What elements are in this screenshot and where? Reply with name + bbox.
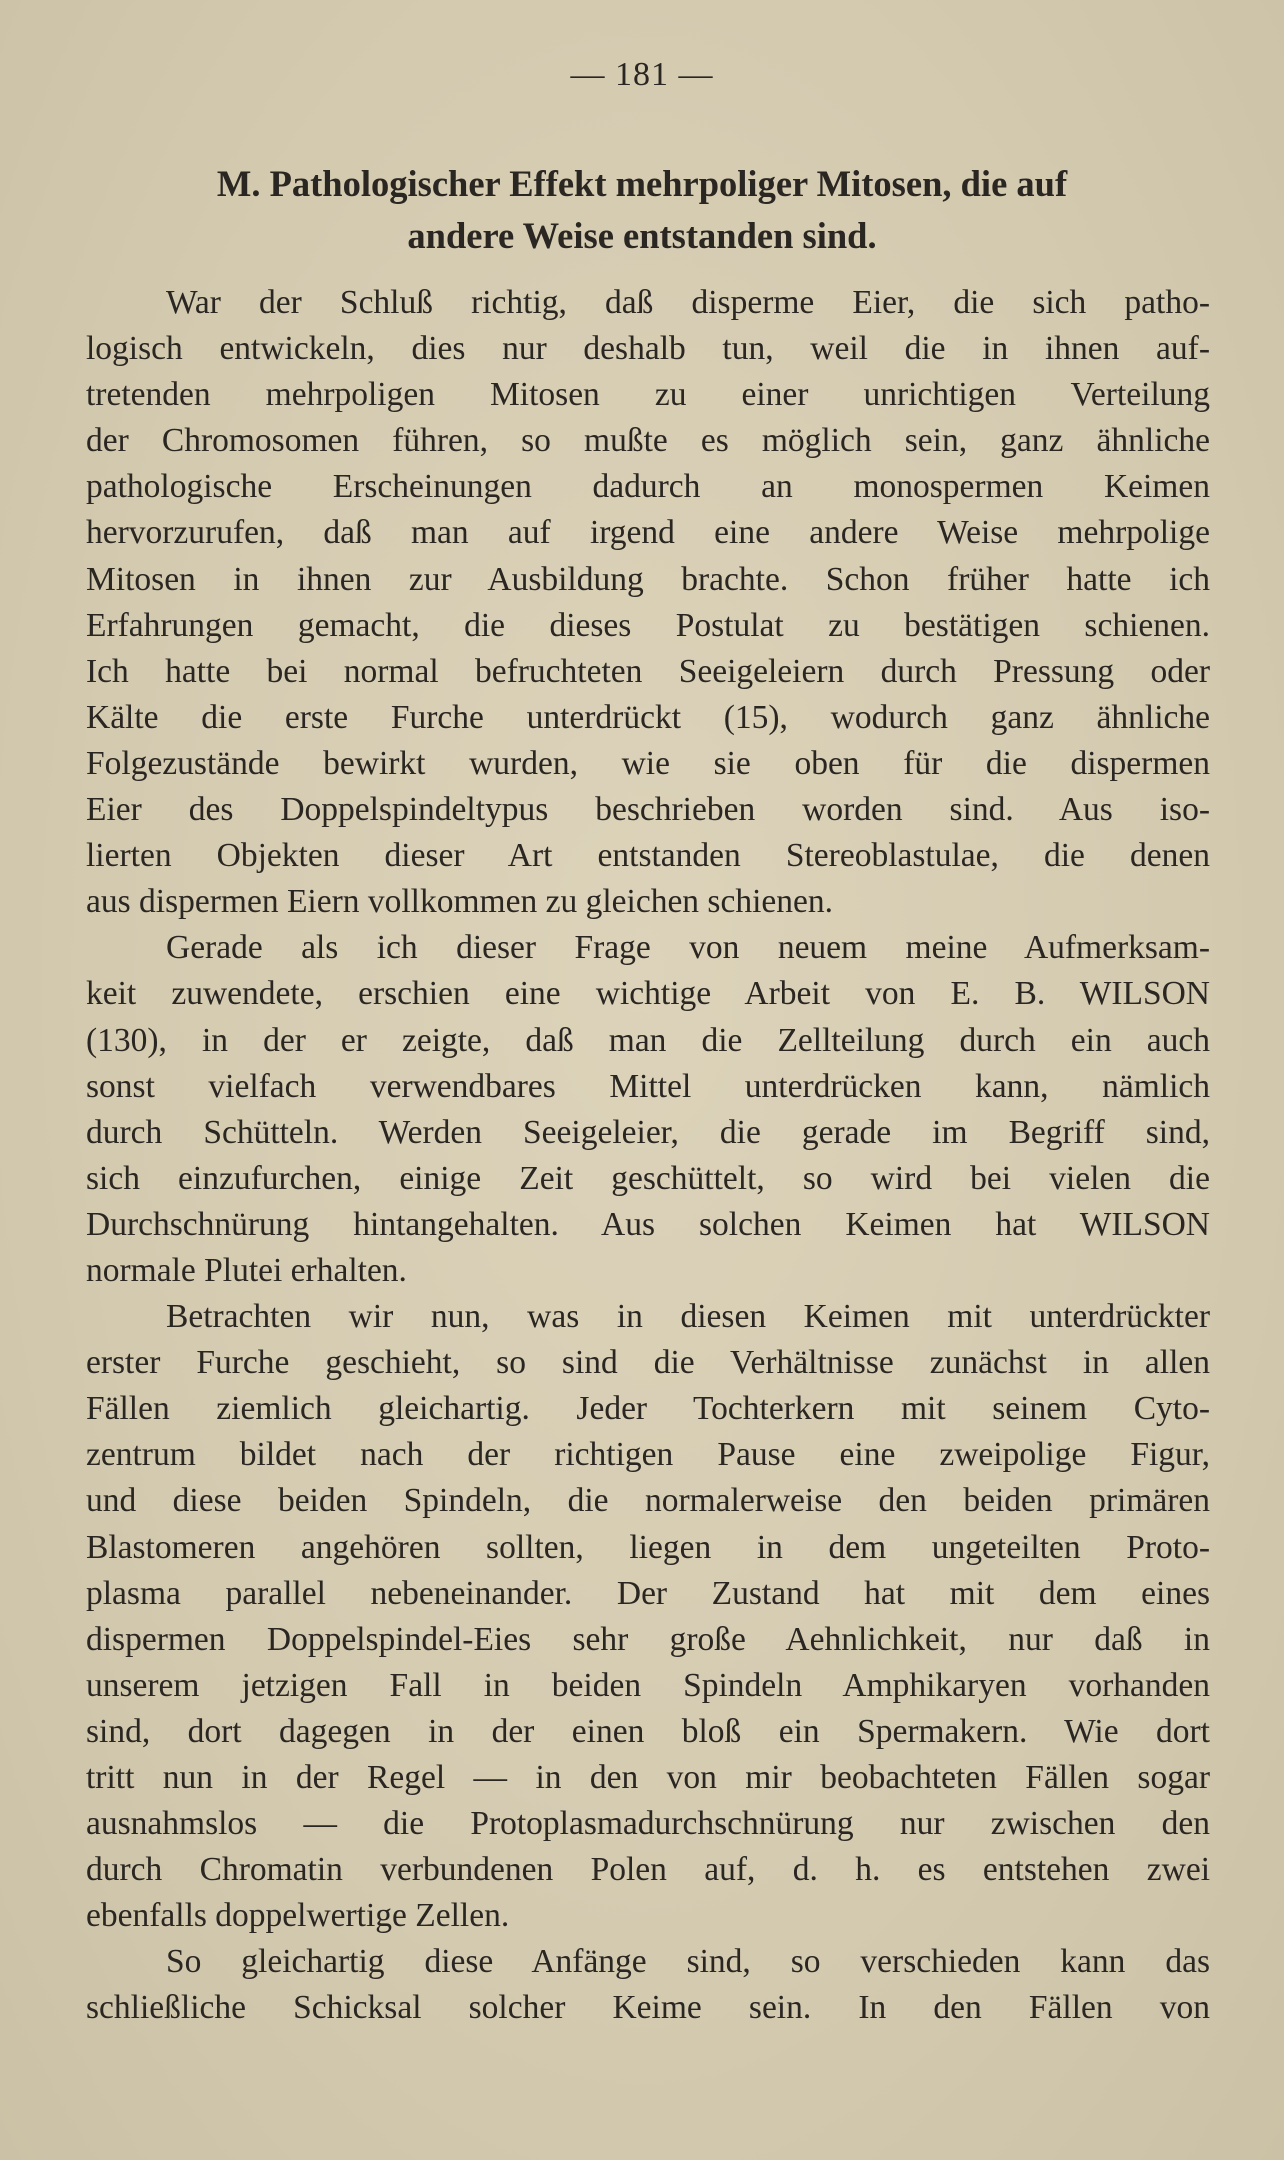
text-line: Folgezustände bewirkt wurden, wie sie oben für die dispermen — [86, 744, 1210, 782]
text-line: Fällen ziemlich gleichartig. Jeder Tochterkern mit seinem Cyto- — [86, 1390, 1210, 1428]
text-line: So gleichartig diese Anfänge sind, so verschieden kann das — [166, 1943, 1210, 1981]
text-line: Erfahrungen gemacht, die dieses Postulat zu bestätigen schienen. — [86, 606, 1210, 644]
paragraph — [86, 1939, 1210, 2031]
paragraph — [86, 280, 1210, 925]
text-line: durch Chromatin verbundenen Polen auf, d. h. es entstehen zwei — [86, 1851, 1210, 1889]
text-line: sich einzufurchen, einige Zeit geschüttelt, so wird bei vielen die — [86, 1159, 1210, 1197]
text-line: logisch entwickeln, dies nur deshalb tun, weil die in ihnen auf- — [86, 330, 1210, 368]
text-line: aus dispermen Eiern vollkommen zu gleichen schienen. — [86, 883, 834, 921]
section-heading — [110, 158, 1174, 262]
text-line: pathologische Erscheinungen dadurch an monospermen Keimen — [86, 468, 1210, 506]
text-line: Kälte die erste Furche unterdrückt (15), wodurch ganz ähnliche — [86, 698, 1210, 736]
text-line: Eier des Doppelspindeltypus beschrieben worden sind. Aus iso- — [86, 791, 1210, 829]
text-line: schließliche Schicksal solcher Keime sein. In den Fällen von — [86, 1989, 1210, 2027]
text-line: sonst vielfach verwendbares Mittel unterdrücken kann, nämlich — [86, 1067, 1210, 1105]
text-line: keit zuwendete, erschien eine wichtige Arbeit von E. B. WILSON — [86, 975, 1210, 1013]
text-line: (130), in der er zeigte, daß man die Zellteilung durch ein auch — [86, 1021, 1210, 1059]
text-line: War der Schluß richtig, daß disperme Eier, die sich patho- — [166, 284, 1210, 321]
text-line: tritt nun in der Regel — in den von mir beobachteten Fällen sogar — [86, 1759, 1210, 1796]
text-line: Ich hatte bei normal befruchteten Seeigeleiern durch Pressung oder — [86, 652, 1210, 690]
text-line: Gerade als ich dieser Frage von neuem meine Aufmerksam- — [166, 929, 1210, 967]
text-line: hervorzurufen, daß man auf irgend eine andere Weise mehrpolige — [86, 514, 1210, 552]
heading-line-2: andere Weise entstanden sind. — [407, 215, 877, 256]
text-line: unserem jetzigen Fall in beiden Spindeln Amphikaryen vorhanden — [86, 1666, 1210, 1704]
text-line: und diese beiden Spindeln, die normalerweise den beiden primären — [86, 1482, 1210, 1520]
text-line: ebenfalls doppelwertige Zellen. — [86, 1897, 510, 1935]
text-line: erster Furche geschieht, so sind die Verhältnisse zunächst in allen — [86, 1344, 1210, 1382]
text-line: dispermen Doppelspindel-Eies sehr große Aehnlichkeit, nur daß in — [86, 1620, 1210, 1658]
page-number: — 181 — — [570, 56, 714, 93]
body-text — [86, 280, 1210, 2032]
text-line: ausnahmslos — die Protoplasmadurchschnürung nur zwischen den — [86, 1805, 1210, 1843]
text-line: tretenden mehrpoligen Mitosen zu einer unrichtigen Verteilung — [86, 376, 1210, 414]
text-line: plasma parallel nebeneinander. Der Zustand hat mit dem eines — [86, 1574, 1210, 1612]
text-line: sind, dort dagegen in der einen bloß ein Spermakern. Wie dort — [86, 1712, 1210, 1750]
text-line: Mitosen in ihnen zur Ausbildung brachte. Schon früher hatte ich — [86, 560, 1210, 598]
text-line: der Chromosomen führen, so mußte es möglich sein, ganz ähnliche — [86, 422, 1210, 460]
text-line: normale Plutei erhalten. — [86, 1251, 407, 1289]
text-line: zentrum bildet nach der richtigen Pause eine zweipolige Figur, — [86, 1436, 1210, 1474]
heading-line-1: M. Pathologischer Effekt mehrpoliger Mitosen, die auf — [216, 163, 1068, 204]
text-line: Durchschnürung hintangehalten. Aus solchen Keimen hat WILSON — [86, 1205, 1210, 1243]
paragraph — [86, 925, 1210, 1294]
text-line: Blastomeren angehören sollten, liegen in dem ungeteilten Proto- — [86, 1528, 1210, 1566]
text-line: lierten Objekten dieser Art entstanden Stereoblastulae, die denen — [86, 837, 1210, 875]
text-line: Betrachten wir nun, was in diesen Keimen mit unterdrückter — [166, 1298, 1210, 1336]
text-line: durch Schütteln. Werden Seeigeleier, die gerade im Begriff sind, — [86, 1113, 1210, 1151]
paragraph — [86, 1294, 1210, 1939]
